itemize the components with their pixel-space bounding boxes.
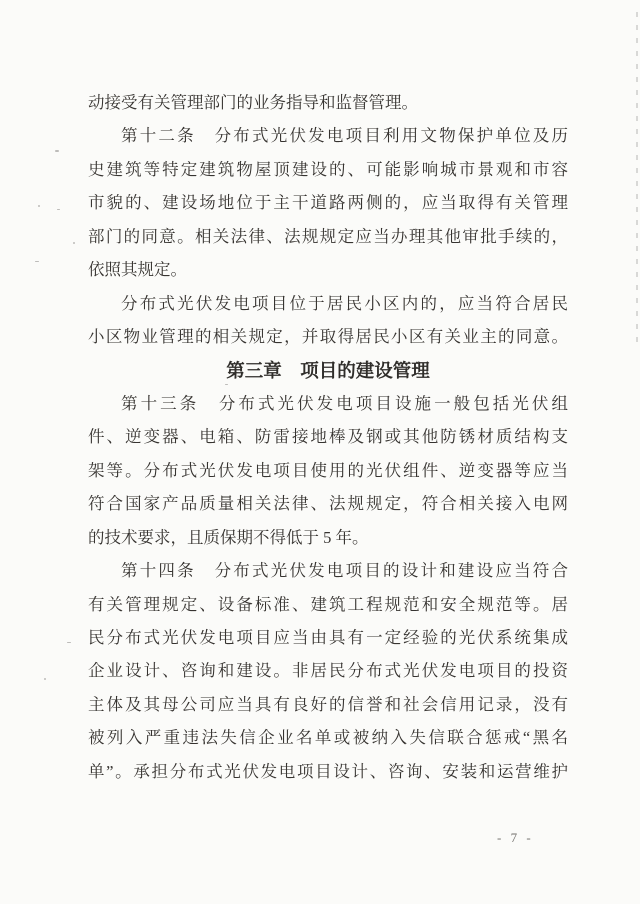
text-line: 第十二条 分布式光伏发电项目利用文物保护单位及历 bbox=[121, 126, 568, 146]
text-line: 架等。分布式光伏发电项目使用的光伏组件、逆变器等应当 bbox=[88, 460, 568, 480]
scan-speck bbox=[38, 205, 40, 207]
document-body bbox=[88, 86, 568, 788]
text-line: 企业设计、咨询和建设。非居民分布式光伏发电项目的投资 bbox=[88, 661, 568, 681]
text-line: 符合国家产品质量相关法律、法规规定，符合相关接入电网 bbox=[88, 494, 568, 514]
scan-speck bbox=[44, 678, 46, 680]
text-line: 第十四条 分布式光伏发电项目的设计和建设应当符合 bbox=[121, 561, 568, 581]
scan-speck bbox=[73, 242, 75, 244]
scan-speck bbox=[35, 261, 39, 262]
text-line: 有关管理规定、设备标准、建筑工程规范和安全规范等。居 bbox=[88, 594, 568, 614]
text-line: 主体及其母公司应当具有良好的信誉和社会信用记录，没有 bbox=[88, 694, 568, 714]
text-line: 的技术要求，且质保期不得低于 5 年。 bbox=[88, 527, 369, 547]
scan-speck bbox=[225, 384, 228, 385]
chapter-heading: 第三章 项目的建设管理 bbox=[226, 359, 430, 381]
text-line: 单”。承担分布式光伏发电项目设计、咨询、安装和运营维护 bbox=[88, 761, 568, 781]
text-line: 分布式光伏发电项目位于居民小区内的，应当符合居民 bbox=[121, 293, 568, 313]
text-line: 市貌的、建设场地位于主干道路两侧的，应当取得有关管理 bbox=[88, 193, 568, 213]
text-line: 民分布式光伏发电项目应当由具有一定经验的光伏系统集成 bbox=[88, 628, 568, 647]
scan-speck bbox=[67, 642, 71, 643]
text-line: 件、逆变器、电箱、防雷接地棒及钢或其他防锈材质结构支 bbox=[88, 427, 568, 447]
text-line: 史建筑等特定建筑物屋顶建设的、可能影响城市景观和市容 bbox=[88, 159, 568, 179]
text-line: 部门的同意。相关法律、法规规定应当办理其他审批手续的， bbox=[88, 226, 568, 246]
text-line: 第十三条 分布式光伏发电项目设施一般包括光伏组 bbox=[121, 393, 568, 413]
text-line: 动接受有关管理部门的业务指导和监督管理。 bbox=[88, 93, 418, 112]
scan-speck bbox=[55, 150, 59, 152]
text-line: 被列入严重违法失信企业名单或被纳入失信联合惩戒“黑名 bbox=[88, 728, 568, 748]
text-line: 依照其规定。 bbox=[88, 260, 187, 280]
scan-speck bbox=[57, 209, 60, 210]
text-line: 小区物业管理的相关规定，并取得居民小区有关业主的同意。 bbox=[88, 327, 568, 347]
scan-edge-artifact bbox=[636, 12, 638, 342]
page-number: - 7 - bbox=[497, 830, 534, 845]
